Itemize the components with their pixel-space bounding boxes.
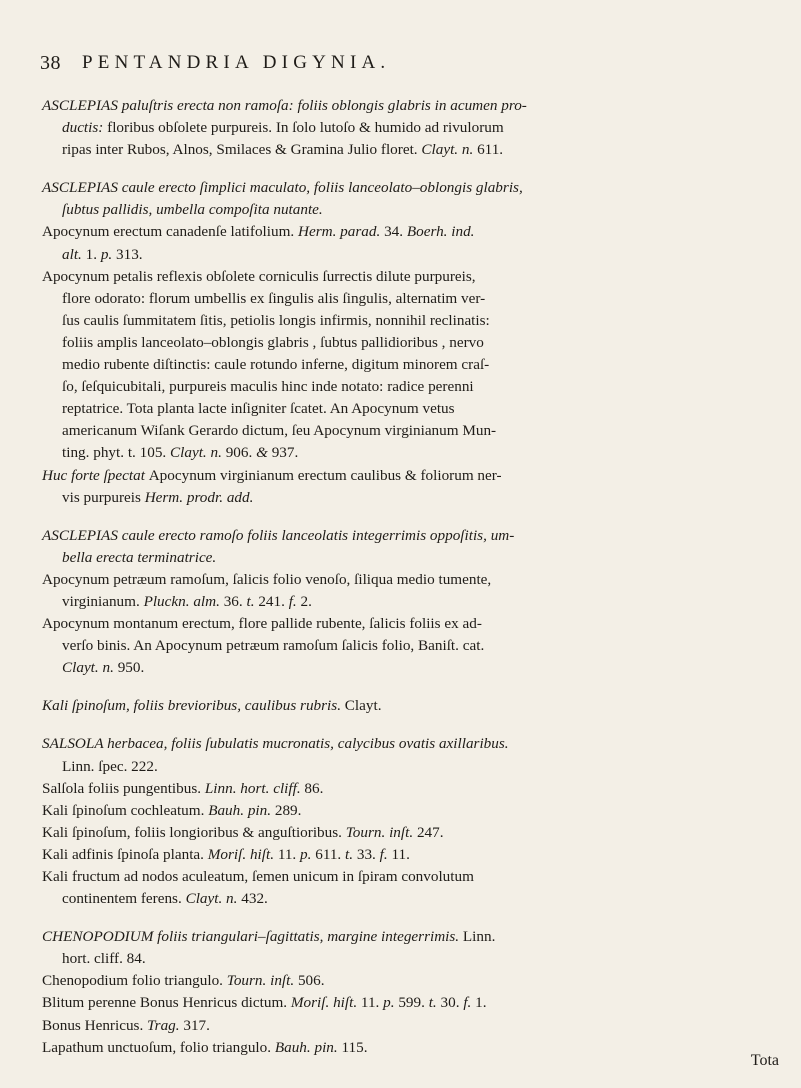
italic-run: Kali ſpinoſum, foliis brevioribus, caulibus rubris. <box>42 697 341 715</box>
italic-run: ſubtus pallidis, umbella compoſita nutante. <box>62 201 323 219</box>
italic-run: Tourn. inſt. <box>226 972 295 990</box>
text-line <box>42 354 778 376</box>
roman-run: americanum Wiſank Gerardo dictum, ſeu Apocynum virginianum Mun- <box>62 422 497 440</box>
page-header <box>40 52 780 78</box>
text-line <box>42 420 778 442</box>
italic-run: Pluckn. alm. <box>143 592 220 610</box>
italic-run: Huc forte ſpectat <box>42 466 149 484</box>
roman-run: Kali fructum ad nodos aculeatum, ſemen unicum in ſpiram convolutum <box>42 868 474 885</box>
roman-run: virginianum. <box>62 592 144 610</box>
italic-run: t. <box>428 994 437 1012</box>
roman-run: 937. <box>267 444 299 462</box>
text-line <box>42 310 778 332</box>
text-line <box>42 926 778 948</box>
roman-run: 33. <box>353 845 380 863</box>
text-line <box>42 332 778 354</box>
text-line <box>42 244 778 266</box>
text-line <box>42 756 778 778</box>
roman-run: Linn. <box>459 928 496 946</box>
roman-run: hort. cliff. 84. <box>62 950 146 968</box>
roman-run: Apocynum erectum canadenſe latifolium. <box>42 223 298 241</box>
roman-run: 247. <box>413 823 444 841</box>
roman-run: 906. <box>221 444 257 462</box>
roman-run: 289. <box>271 801 302 819</box>
text-line <box>42 442 778 464</box>
roman-run: ſus caulis ſummitatem ſitis, petiolis longis infirmis, nonnihil reclinatis: <box>62 311 490 329</box>
text-line <box>42 866 778 888</box>
roman-run: ripas inter Rubos, Alnos, Smilaces & Gramina Julio floret. <box>62 141 422 159</box>
italic-run: & <box>256 444 268 462</box>
species-entry <box>42 926 778 1059</box>
text-line <box>42 613 778 635</box>
roman-run: 432. <box>237 890 268 908</box>
roman-run: Chenopodium folio triangulo. <box>42 972 227 990</box>
species-entry <box>42 95 778 161</box>
italic-run: f. <box>288 592 297 610</box>
roman-run: 1. <box>471 994 487 1012</box>
italic-run: Moriſ. hiſt. <box>290 994 358 1012</box>
roman-run: Salſola foliis pungentibus. <box>42 779 205 797</box>
roman-run: 506. <box>294 972 325 990</box>
species-entry <box>42 177 778 508</box>
text-line <box>42 465 778 487</box>
text-line <box>42 177 778 199</box>
text-line <box>42 1015 778 1037</box>
roman-run: ſo, ſeſquicubitali, purpureis maculis hinc inde notato: radice perenni <box>62 378 474 396</box>
roman-run: 313. <box>112 245 143 263</box>
text-line <box>42 992 778 1014</box>
roman-run: 611. <box>473 141 504 159</box>
italic-run: Moriſ. hiſt. <box>207 845 275 863</box>
italic-run: p. <box>100 245 113 263</box>
roman-run: 115. <box>337 1038 368 1056</box>
italic-run: ASCLEPIAS paluſtris erecta non ramoſa: foliis oblongis glabris in acumen pro- <box>42 97 527 114</box>
text-line <box>42 800 778 822</box>
italic-run: Trag. <box>147 1016 180 1034</box>
text-line <box>42 591 778 613</box>
roman-run: 30. <box>436 994 464 1012</box>
italic-run: f. <box>379 845 388 863</box>
roman-run: medio rubente diſtinctis: caule rotundo inferne, digitum minorem craſ- <box>62 356 490 374</box>
italic-run: ASCLEPIAS caule erecto ſimplici maculato, foliis lanceolato–oblongis glabris, <box>42 179 523 197</box>
italic-run: Tourn. inſt. <box>345 823 414 841</box>
catchword: Tota <box>750 1052 779 1069</box>
running-head: PENTANDRIA DIGYNIA. <box>82 52 391 73</box>
species-entry <box>42 695 778 717</box>
species-entry <box>42 525 778 680</box>
italic-run: bella erecta terminatrice. <box>62 548 217 566</box>
text-line <box>42 95 778 117</box>
text-line <box>42 376 778 398</box>
text-line <box>42 569 778 591</box>
roman-run: 241. <box>254 592 289 610</box>
roman-run: Apocynum montanum erectum, flore pallide rubente, ſalicis foliis ex ad- <box>42 615 482 633</box>
roman-run: Apocynum petræum ramoſum, ſalicis folio venoſo, ſiliqua medio tumente, <box>42 570 492 588</box>
italic-run: Clayt. n. <box>170 444 222 462</box>
italic-run: Herm. prodr. add. <box>144 488 254 506</box>
roman-run: 950. <box>113 659 145 677</box>
italic-run: p. <box>383 994 395 1012</box>
text-line <box>42 778 778 800</box>
italic-run: Boerh. ind. <box>406 223 475 241</box>
italic-run: CHENOPODIUM foliis triangulari–ſagittatis, margine integerrimis. <box>42 928 460 946</box>
text-line <box>42 525 778 547</box>
roman-run: Apocynum virginianum erectum caulibus & foliorum ner- <box>148 466 502 484</box>
roman-run: 611. <box>311 845 346 863</box>
italic-run: SALSOLA herbacea, foliis ſubulatis mucronatis, calycibus ovatis axillaribus. <box>42 735 509 753</box>
text-line <box>42 635 778 657</box>
text-line <box>42 398 778 420</box>
roman-run: floribus obſolete purpureis. In ſolo lutoſo & humido ad rivulorum <box>107 119 504 137</box>
text-line <box>42 695 778 717</box>
roman-run: 86. <box>300 779 324 797</box>
text-line <box>42 547 778 569</box>
text-line <box>42 266 778 288</box>
roman-run: Apocynum petalis reflexis obſolete corniculis ſurrectis dilute purpureis, <box>42 267 476 285</box>
italic-run: alt. <box>62 245 82 263</box>
italic-run: Clayt. n. <box>62 659 114 677</box>
roman-run: 36. <box>219 592 247 610</box>
italic-run: f. <box>463 994 472 1012</box>
roman-run: 11. <box>274 845 301 863</box>
italic-run: Linn. hort. cliff. <box>204 779 301 797</box>
page-number: 38 <box>40 52 61 74</box>
roman-run: ting. phyt. t. 105. <box>62 444 171 462</box>
text-line <box>42 822 778 844</box>
text-line <box>42 1037 778 1059</box>
roman-run: Bonus Henricus. <box>42 1016 148 1034</box>
italic-run: t. <box>345 845 354 863</box>
roman-run: 599. <box>394 994 429 1012</box>
text-line <box>42 657 778 679</box>
italic-run: Bauh. pin. <box>274 1038 338 1056</box>
roman-run: Kali adfinis ſpinoſa planta. <box>42 845 208 863</box>
roman-run: Lapathum unctuoſum, folio triangulo. <box>42 1038 275 1056</box>
text-line <box>42 288 778 310</box>
roman-run: Blitum perenne Bonus Henricus dictum. <box>42 994 291 1012</box>
roman-run: Kali ſpinoſum, foliis longioribus & anguſtioribus. <box>42 823 346 841</box>
text-line <box>42 139 778 161</box>
text-line <box>42 733 778 755</box>
italic-run: t. <box>246 592 255 610</box>
italic-run: Bauh. pin. <box>208 801 272 819</box>
roman-run: 11. <box>387 845 410 863</box>
roman-run: 34. <box>380 223 407 241</box>
italic-run: Herm. parad. <box>298 223 381 241</box>
italic-run: Clayt. n. <box>421 141 474 159</box>
text-line <box>42 199 778 221</box>
roman-run: foliis amplis lanceolato–oblongis glabris , ſubtus pallidioribus , nervo <box>62 333 484 351</box>
text-line <box>42 970 778 992</box>
text-line <box>42 117 778 139</box>
text-line <box>42 487 778 509</box>
species-entry <box>42 733 778 910</box>
roman-run: verſo binis. An Apocynum petræum ramoſum ſalicis folio, Baniſt. cat. <box>62 637 485 655</box>
text-line <box>42 948 778 970</box>
page-body <box>42 95 778 1075</box>
roman-run: vis purpureis <box>62 488 145 506</box>
roman-run: 1. <box>81 245 101 263</box>
roman-run: Clayt. <box>341 697 382 715</box>
roman-run: Kali ſpinoſum cochleatum. <box>42 801 209 819</box>
text-line <box>42 221 778 243</box>
roman-run: 317. <box>179 1016 210 1034</box>
roman-run: 2. <box>296 592 312 610</box>
italic-run: p. <box>300 845 312 863</box>
roman-run: continentem ferens. <box>62 890 186 908</box>
text-line <box>42 888 778 910</box>
roman-run: Linn. ſpec. 222. <box>62 757 158 775</box>
roman-run: 11. <box>357 994 384 1012</box>
text-line <box>42 844 778 866</box>
italic-run: Clayt. n. <box>185 890 238 908</box>
italic-run: ductis: <box>62 119 108 137</box>
roman-run: reptatrice. Tota planta lacte inſigniter ſcatet. An Apocynum vetus <box>62 400 455 418</box>
roman-run: flore odorato: florum umbellis ex ſingulis alis ſingulis, alternatim ver- <box>62 289 486 307</box>
italic-run: ASCLEPIAS caule erecto ramoſo foliis lanceolatis integerrimis oppoſitis, um- <box>42 526 515 544</box>
